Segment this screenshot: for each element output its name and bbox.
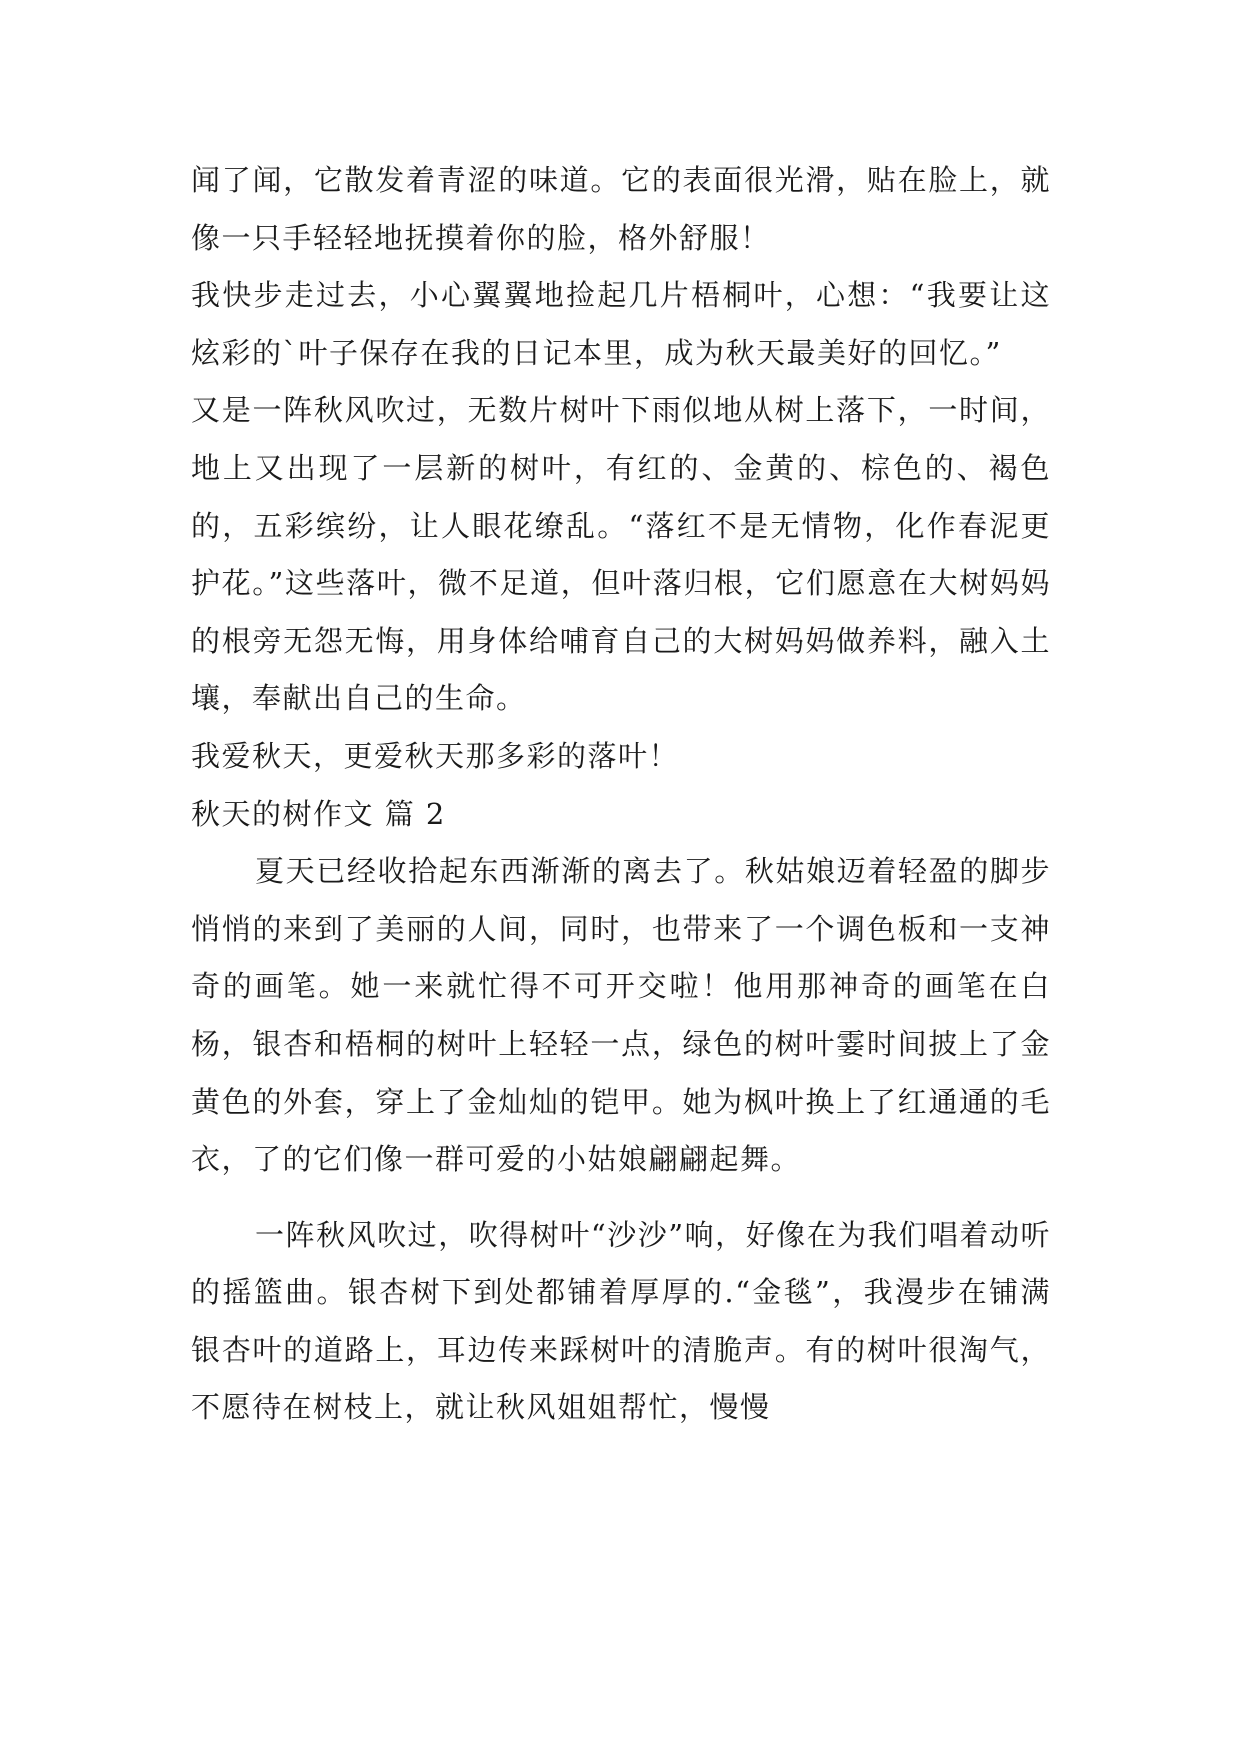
paragraph-1: 闻了闻，它散发着青涩的味道。它的表面很光滑，贴在脸上，就像一只手轻轻地抚摸着你的脸，格外舒服！ (191, 163, 1051, 255)
paragraph-4: 我爱秋天，更爱秋天那多彩的落叶！ (191, 738, 680, 773)
paragraph-6: 一阵秋风吹过，吹得树叶“沙沙”响，好像在为我们唱着动听的摇篮曲。银杏树下到处都铺着厚厚的.“金毯”，我漫步在铺满银杏叶的道路上，耳边传来踩树叶的清脆声。有的树叶很淘气，不愿待在树枝上，就让秋风姐姐帮忙，慢慢 (191, 1217, 1051, 1425)
paragraph-3: 又是一阵秋风吹过，无数片树叶下雨似地从树上落下，一时间，地上又出现了一层新的树叶，有红的、金黄的、棕色的、褐色的，五彩缤纷，让人眼花缭乱。“落红不是无情物，化作春泥更护花。”这些落叶，微不足道，但叶落归根，它们愿意在大树妈妈的根旁无怨无悔，用身体给哺育自己的大树妈妈做养料，融入土壤，奉献出自己的生命。 (191, 393, 1051, 716)
paragraph-5: 夏天已经收拾起东西渐渐的离去了。秋姑娘迈着轻盈的脚步悄悄的来到了美丽的人间，同时，也带来了一个调色板和一支神奇的画笔。她一来就忙得不可开交啦！他用那神奇的画笔在白杨，银杏和梧桐的树叶上轻轻一点，绿色的树叶霎时间披上了金黄色的外套，穿上了金灿灿的铠甲。她为枫叶换上了红通通的毛衣，了的它们像一群可爱的小姑娘翩翩起舞。 (191, 854, 1051, 1177)
document-page (191, 152, 1051, 1437)
paragraph-gap (191, 1189, 1051, 1207)
section-title: 秋天的树作文 篇 2 (191, 796, 446, 831)
paragraph-2: 我快步走过去，小心翼翼地捡起几片梧桐叶，心想：“我要让这炫彩的`叶子保存在我的日记本里，成为秋天最美好的回忆。” (191, 278, 1051, 370)
